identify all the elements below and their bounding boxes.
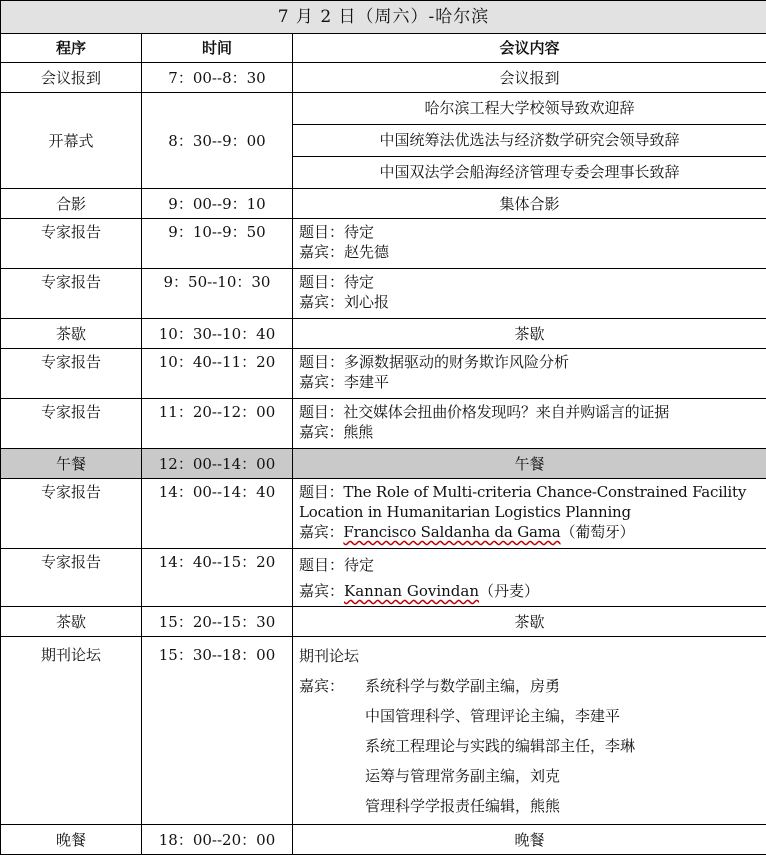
talk-guest: 嘉宾：刘心报 (299, 292, 760, 312)
forum-heading: 期刊论坛 (299, 641, 760, 671)
talk-guest: 嘉宾：李建平 (299, 372, 760, 392)
content-cell: 午餐 (293, 449, 766, 479)
table-row (1, 825, 766, 855)
title-row (1, 1, 766, 34)
table-row (1, 349, 766, 399)
time-cell: 10：30--10：40 (142, 319, 293, 349)
time-cell: 14：00--14：40 (142, 479, 293, 549)
talk-topic: 题目：待定 (299, 552, 760, 578)
time-cell: 18：00--20：00 (142, 825, 293, 855)
content-cell (293, 219, 766, 269)
content-cell: 茶歇 (293, 319, 766, 349)
table-row (1, 189, 766, 219)
talk-topic: 题目：待定 (299, 272, 760, 292)
table-row (1, 479, 766, 549)
header-time: 时间 (142, 34, 293, 63)
program-cell: 会议报到 (1, 63, 142, 93)
talk-topic: 题目：The Role of Multi-criteria Chance-Constrained Facility (299, 482, 760, 502)
program-cell: 专家报告 (1, 349, 142, 399)
program-cell: 茶歇 (1, 607, 142, 637)
program-cell: 专家报告 (1, 399, 142, 449)
content-cell (293, 349, 766, 399)
program-cell: 专家报告 (1, 219, 142, 269)
header-content: 会议内容 (293, 34, 766, 63)
content-cell (293, 399, 766, 449)
talk-guest: 嘉宾：熊熊 (299, 422, 760, 442)
guest-country: （葡萄牙） (560, 523, 634, 541)
program-cell: 专家报告 (1, 269, 142, 319)
talk-guest (299, 578, 760, 604)
time-cell: 11：20--12：00 (142, 399, 293, 449)
header-row (1, 34, 766, 63)
editor-item: 运筹与管理常务副主编，刘克 (299, 761, 760, 791)
talk-topic-continued: Location in Humanitarian Logistics Planning (299, 502, 760, 522)
talk-topic: 题目：待定 (299, 222, 760, 242)
content-cell (293, 269, 766, 319)
content-cell: 集体合影 (293, 189, 766, 219)
table-row (1, 269, 766, 319)
content-cell: 晚餐 (293, 825, 766, 855)
time-cell: 9：00--9：10 (142, 189, 293, 219)
table-row (1, 549, 766, 607)
program-cell: 合影 (1, 189, 142, 219)
speech-item: 中国双法学会船海经济管理专委会理事长致辞 (293, 157, 766, 188)
time-cell: 12：00--14：00 (142, 449, 293, 479)
talk-topic: 题目：多源数据驱动的财务欺诈风险分析 (299, 352, 760, 372)
table-row (1, 449, 766, 479)
content-cell: 茶歇 (293, 607, 766, 637)
content-cell (293, 549, 766, 607)
content-cell (293, 479, 766, 549)
header-program: 程序 (1, 34, 142, 63)
forum-editors (299, 671, 760, 821)
table-row (1, 607, 766, 637)
program-cell: 期刊论坛 (1, 637, 142, 825)
editor-item: 系统工程理论与实践的编辑部主任，李琳 (299, 731, 760, 761)
content-cell (293, 637, 766, 825)
editor-item: 系统科学与数学副主编，房勇 (299, 671, 760, 701)
time-cell: 15：20--15：30 (142, 607, 293, 637)
time-cell: 14：40--15：20 (142, 549, 293, 607)
schedule-title: 7 月 2 日（周六）-哈尔滨 (1, 1, 766, 34)
table-row (1, 319, 766, 349)
program-cell: 专家报告 (1, 549, 142, 607)
time-cell: 9：10--9：50 (142, 219, 293, 269)
program-cell: 茶歇 (1, 319, 142, 349)
speech-item: 哈尔滨工程大学校领导致欢迎辞 (293, 93, 766, 125)
time-cell: 7：00--8：30 (142, 63, 293, 93)
speech-item: 中国统筹法优选法与经济数学研究会领导致辞 (293, 125, 766, 157)
talk-guest: 嘉宾：赵先德 (299, 242, 760, 262)
table-row (1, 219, 766, 269)
time-cell: 9：50--10：30 (142, 269, 293, 319)
talk-guest (299, 522, 760, 542)
content-cell (293, 93, 766, 189)
table-row (1, 399, 766, 449)
editor-item: 管理科学学报责任编辑，熊熊 (299, 791, 760, 821)
talk-topic: 题目：社交媒体会扭曲价格发现吗？来自并购谣言的证据 (299, 402, 760, 422)
editor-item: 中国管理科学、管理评论主编，李建平 (299, 701, 760, 731)
time-cell: 10：40--11：20 (142, 349, 293, 399)
table-row (1, 93, 766, 189)
guest-prefix: 嘉宾： (299, 582, 344, 600)
program-cell: 开幕式 (1, 93, 142, 189)
program-cell: 晚餐 (1, 825, 142, 855)
guest-prefix: 嘉宾： (299, 523, 343, 541)
guest-name: Francisco Saldanha da Gama (343, 523, 560, 541)
guest-country: （丹麦） (479, 582, 539, 600)
guest-label: 嘉宾： (299, 671, 344, 701)
guest-name: Kannan Govindan (344, 582, 479, 600)
content-cell: 会议报到 (293, 63, 766, 93)
table-row (1, 637, 766, 825)
program-cell: 午餐 (1, 449, 142, 479)
time-cell: 8：30--9：00 (142, 93, 293, 189)
program-cell: 专家报告 (1, 479, 142, 549)
table-row (1, 63, 766, 93)
time-cell: 15：30--18：00 (142, 637, 293, 825)
